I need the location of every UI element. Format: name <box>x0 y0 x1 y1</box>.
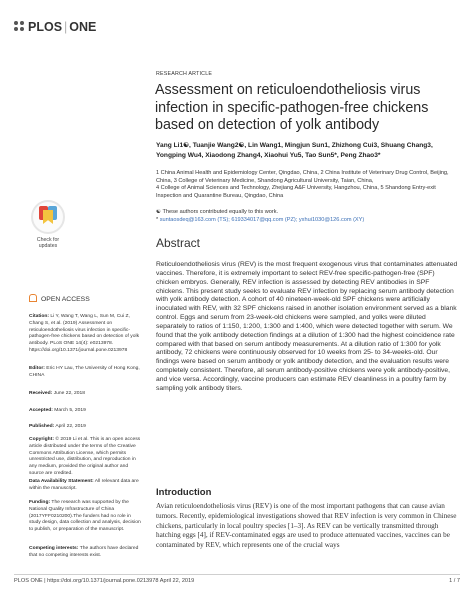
footer-citation[interactable]: PLOS ONE | https://doi.org/10.1371/journal.pone.0213978 April 22, 2019 <box>14 578 195 584</box>
editor-label: Editor: <box>29 366 45 371</box>
abstract-text: Reticuloendotheliosis virus (REV) is the most frequent exogenous virus that contaminates attenuated vaccines. Therefore, it is extremely important to select REV-free specific-pathogen-free (SPF) chicken embryos. Generally, REV infection is assessed by detecting REV antibodies in SPF chickens. This present study seeks to evaluate REV infection by replacing serum antibody detection with yolk antibody detection. A cohort of 40 nineteen-week-old SPF chickens were artificially inoculated with REV, with 32 SPF chickens raised in another isolation environment served as a blank control. Eggs and serum from 23-week-old chickens were sampled, and yolks were diluted separately to ratios of 1:150, 1:200, 1:300 and 1:400, which were detected together with serum. We found that the yolk antibody detection findings at a dilution of 1:300 had the highest coincidence rate compared with that based on serum antibody measurements. At a dilution ratio of 1:300 for yolk antibody, 72 chickens were continuously observed for 10 weeks from 25- to 34-weeks-old. Our findings were based on serum antibody or yolk antibody detection, and the evaluation results were completely consistent. Therefore, all serum antibody-positive chickens were yolk antibody-positive, and vice versa. Accordingly, vaccine producers can estimate REV cleanliness in a poultry farm by sampling yolk antibody titers. <box>156 261 458 392</box>
journal-name-right: ONE <box>69 20 97 34</box>
published-date: April 22, 2019 <box>55 424 86 429</box>
check-updates-label: Check for updates <box>36 237 60 250</box>
corresponding-marker: * <box>156 216 160 223</box>
copyright-label: Copyright: <box>29 437 54 442</box>
funding-text: The research was supported by the National Quality Infrastructure of China (2017YFF0210200).The funders had no role in study design, data collection and analysis, decision to publish, or preparation of the manuscript. <box>29 500 141 533</box>
accepted-label: Accepted: <box>29 408 53 413</box>
footer-divider <box>14 574 460 575</box>
open-lock-icon <box>29 294 37 302</box>
data-availability-label: Data Availability Statement: <box>29 479 94 484</box>
citation-text: Li Y, Wang T, Wang L, Sun M, Cui Z, Chang S, et al. (2019) Assessment on reticuloendotheliosis virus infection in specific-pathogen-free chickens based on detection of yolk antibody. PLoS ONE 14(4): e0213978. https://doi.org/10.1371/journal.pone.0213978 <box>29 314 140 353</box>
competing-interests-label: Competing interests: <box>29 546 79 551</box>
introduction-heading: Introduction <box>156 487 212 498</box>
published-block <box>29 424 141 431</box>
check-for-updates-badge[interactable] <box>30 200 66 249</box>
received-label: Received: <box>29 391 53 396</box>
equal-contribution-note: ☯ These authors contributed equally to this work. <box>156 209 279 215</box>
received-date: June 22, 2018 <box>53 391 86 396</box>
competing-interests-block <box>29 546 141 560</box>
affiliation-line: 4 College of Animal Sciences and Technology, Zhejiang A&F University, Hangzhou, China, 5 Shandong Entry-exit Inspection and Quarantine Bureau, Qingdao, China <box>156 185 436 199</box>
funding-label: Funding: <box>29 500 51 505</box>
article-type: RESEARCH ARTICLE <box>156 71 213 77</box>
citation-block <box>29 314 141 355</box>
abstract-heading: Abstract <box>156 236 201 250</box>
page-number: 1 / 7 <box>449 578 460 584</box>
copyright-block <box>29 437 141 478</box>
author-list[interactable]: Yang Li1☯, Tuanjie Wang2☯, Lin Wang1, Mingjun Sun1, Zhizhong Cui3, Shuang Chang3, Yongping Wu4, Xiaodong Zhang4, Xiaohui Yu5, Tao Sun5*, Peng Zhao3* <box>156 142 433 159</box>
journal-logo: PLOS | ONE <box>14 20 96 34</box>
citation-label: Citation: <box>29 314 50 319</box>
data-availability-block <box>29 479 141 493</box>
open-access-text: OPEN ACCESS <box>41 296 90 303</box>
accepted-block <box>29 408 141 415</box>
published-label: Published: <box>29 424 55 429</box>
author-notes <box>156 209 456 224</box>
affiliations <box>156 170 459 200</box>
data-availability-text: All relevant data are within the manuscript. <box>29 479 139 491</box>
competing-interests-text: The authors have declared that no competing interests exist. <box>29 546 139 558</box>
received-block <box>29 391 141 398</box>
copyright-text: © 2019 Li et al. This is an open access article distributed under the terms of the Creative Commons Attribution License, which permits unrestricted use, distribution, and reproduction in any medium, provided the original author and source are credited. <box>29 437 141 476</box>
editor-block <box>29 366 141 380</box>
funding-block <box>29 500 141 534</box>
plos-logo-icon <box>14 21 25 32</box>
corresponding-note <box>156 217 456 225</box>
editor-text: Eric HY Lau, The University of Hong Kong, CHINA <box>29 366 140 378</box>
journal-name-left: PLOS <box>28 20 63 34</box>
introduction-text: Avian reticuloendotheliosis virus (REV) is one of the most important pathogens that can cause avian tumors. Recently, epidemiological investigations showed that REV infection is very common in Chinese chickens, particularly in local poultry species [1–3]. As REV can be vertically transmitted through hatching eggs [4], if REV-contaminated eggs are used to produce attenuated vaccines, vaccines can be contaminated by REV, which represents one of the crucial ways <box>156 502 457 550</box>
open-access-label <box>29 294 90 303</box>
article-title: Assessment on reticuloendotheliosis virus infection in specific-pathogen-free chickens based on detection of yolk antibody <box>155 82 429 134</box>
check-updates-icon <box>31 200 65 234</box>
email-links[interactable]: suntaosdeq@163.com (TS); 619334017@qq.com (PZ); yxhui1030@126.com (XY) <box>159 216 365 223</box>
affiliation-line: 1 China Animal Health and Epidemiology Center, Qingdao, China, 2 China Institute of Veterinary Drug Control, Beijing, China, 3 College of Veterinary Medicine, Shandong Agricultural University, Taian, China, <box>156 170 449 184</box>
accepted-date: March 5, 2019 <box>54 408 86 413</box>
